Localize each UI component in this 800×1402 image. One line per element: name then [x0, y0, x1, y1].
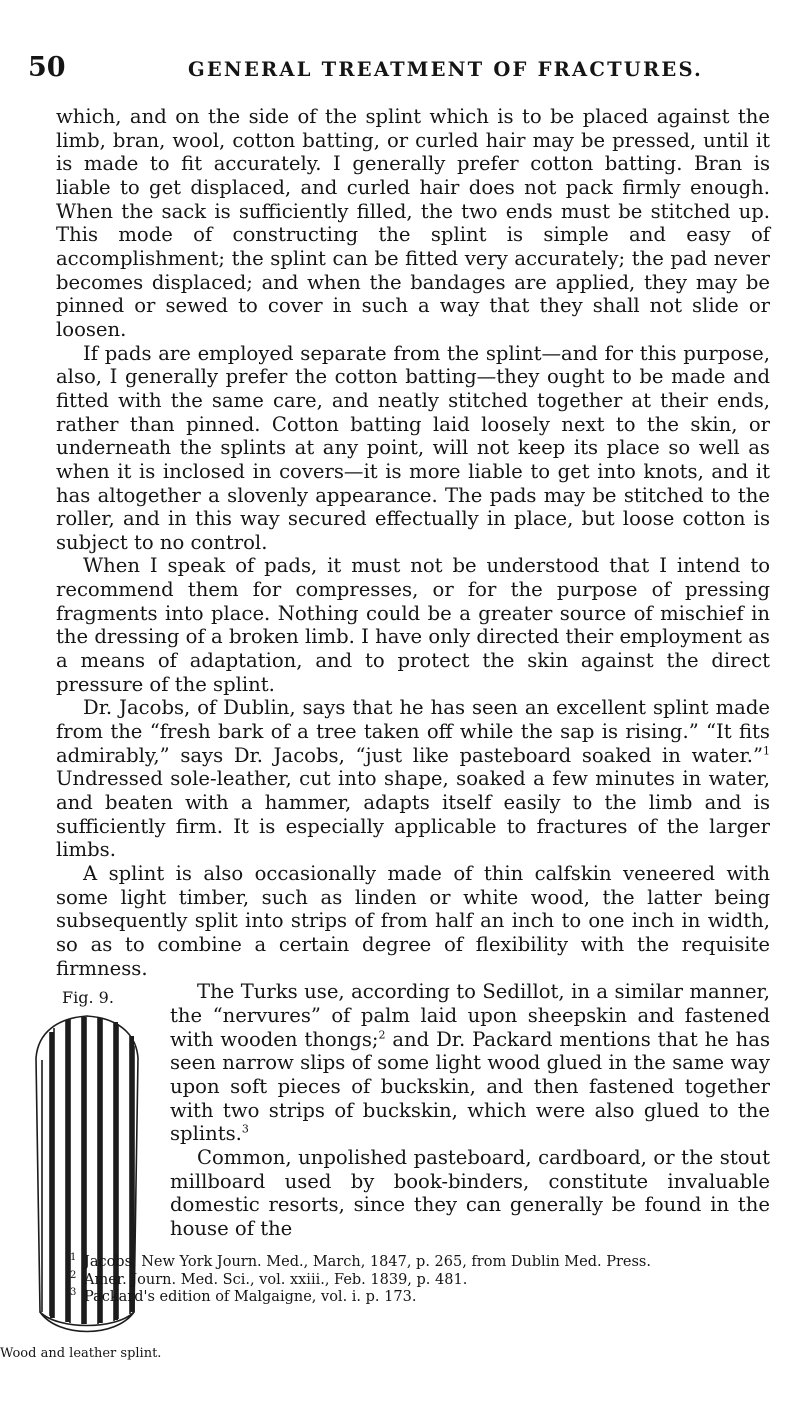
footnote-3-text: Packard's edition of Malgaigne, vol. i. p. 173. — [84, 1289, 417, 1305]
paragraph-1: which, and on the side of the splint which is to be placed against the limb, bran, wool, cotton batting, or curled hair may be pressed, until it is made to fit accurately. I generally prefer cotton batting. Bran is liable to get displaced, and curled hair does not pack firmly enough. When the sack is sufficiently filled, the two ends must be stitched up. This mode of constructing the splint is simple and easy of accomplishment; the splint can be fitted very accurately; the pad never becomes displaced; and when the bandages are applied, they may be pinned or sewed to cover in such a way that they shall not slide or loosen. — [56, 105, 770, 341]
figure-caption: Wood and leather splint. — [0, 1346, 162, 1362]
footnote-3: 3 Packard's edition of Malgaigne, vol. i. p. 173. — [70, 1287, 417, 1305]
footnote-2: 2 Amer. Journ. Med. Sci., vol. xxiii., Feb. 1839, p. 481. — [70, 1269, 468, 1288]
footnote-ref-2: 2 — [378, 1028, 386, 1042]
paragraph-6 — [56, 980, 770, 1146]
figure-label: Fig. 9. — [62, 988, 114, 1008]
paragraph-6-text-a: The Turks use, according to Sedillot, in a similar manner, the “nervures” of palm laid upon sheepskin and fastened with wooden thongs; — [170, 980, 770, 1051]
footnote-ref-3: 3 — [241, 1122, 249, 1136]
footnote-ref-1: 1 — [763, 744, 770, 758]
footnote-1: 1 Jacobs, New York Journ. Med., March, 1847, p. 265, from Dublin Med. Press. — [70, 1252, 651, 1270]
body-text — [0, 105, 770, 1402]
footnotes — [70, 1254, 770, 1307]
page-number: 50 — [28, 52, 66, 83]
running-title: GENERAL TREATMENT OF FRACTURES. — [188, 58, 704, 81]
paragraph-6-text-b: and Dr. Packard mentions that he has seen narrow slips of some light wood glued in the same way upon soft pieces of buckskin, and then fastened together with two strips of buckskin, which were also glued to the splints. — [170, 1027, 770, 1146]
paragraph-4 — [56, 696, 770, 862]
paragraph-7: Common, unpolished pasteboard, cardboard, or the stout millboard used by book-binders, constitute invaluable domestic resorts, since they can generally be found in the house of the — [170, 1145, 770, 1240]
paragraph-4-text-b: Undressed sole-leather, cut into shape, soaked a few minutes in water, and beaten with a hammer, adapts itself easily to the limb and is sufficiently firm. It is especially applicable to fractures of the larger limbs. — [56, 767, 770, 862]
paragraph-3: When I speak of pads, it must not be understood that I intend to recommend them for compresses, or for the purpose of pressing fragments into place. Nothing could be a greater source of mischief in the dressing of a broken limb. I have only directed their employment as a means of adaptation, and to protect the skin against the direct pressure of the splint. — [56, 554, 770, 696]
footnote-2-text: Amer. Journ. Med. Sci., vol. xxiii., Feb. 1839, p. 481. — [84, 1271, 468, 1288]
figure-9 — [0, 980, 160, 1402]
page-header — [28, 52, 768, 92]
paragraph-2: If pads are employed separate from the splint—and for this purpose, also, I generally prefer the cotton batting—they ought to be made and fitted with the same care, and neatly stitched together at their ends, rather than pinned. Cotton batting laid loosely next to the skin, or underneath the splints at any point, will not keep its place so well as when it is inclosed in covers—it is more liable to get into knots, and it has altogether a slovenly appearance. The pads may be stitched to the roller, and in this way secured effectually in place, but loose cotton is subject to no control. — [56, 341, 770, 554]
paragraph-4-text-a: Dr. Jacobs, of Dublin, says that he has seen an excellent splint made from the “fresh bark of a tree taken off while the sap is rising.” “It fits admirably,” says Dr. Jacobs, “just like pasteboard soaked in water.” — [56, 696, 770, 767]
footnote-1-text: Jacobs, New York Journ. Med., March, 1847, p. 265, from Dublin Med. Press. — [84, 1254, 651, 1270]
paragraph-5: A splint is also occasionally made of thin calfskin veneered with some light timber, such as linden or white wood, the latter being subsequently split into strips of from half an inch to one inch in width, so as to combine a certain degree of flexibility with the requisite firmness. — [56, 862, 770, 980]
